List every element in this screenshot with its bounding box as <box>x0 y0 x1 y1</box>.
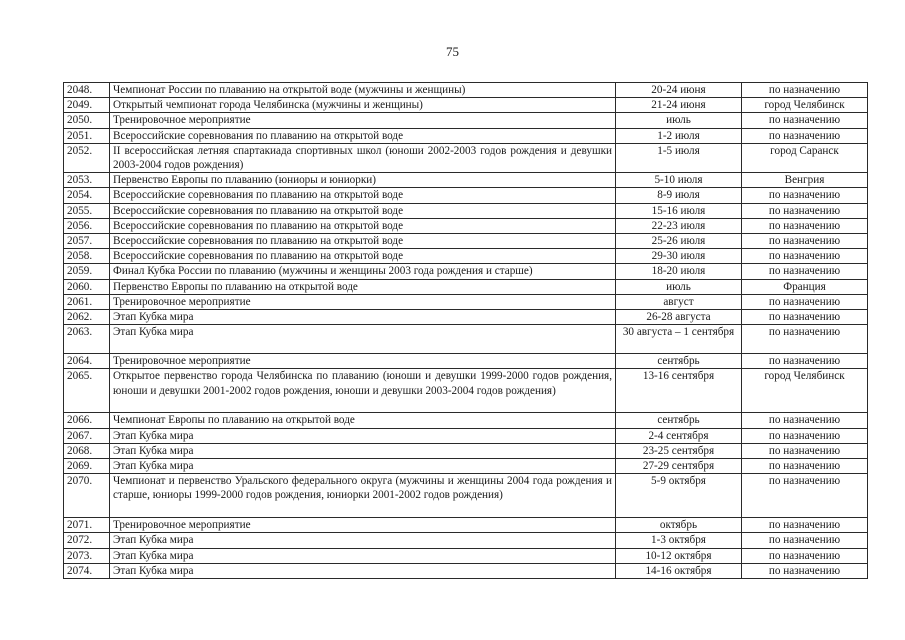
event-name: Тренировочное мероприятие <box>110 113 616 128</box>
event-place: по назначению <box>742 413 868 428</box>
row-number: 2067. <box>64 428 110 443</box>
table-row <box>64 325 868 354</box>
event-date: сентябрь <box>616 354 742 369</box>
event-date: 20-24 июня <box>616 83 742 98</box>
table-row <box>64 548 868 563</box>
event-place: по назначению <box>742 354 868 369</box>
event-place: по назначению <box>742 548 868 563</box>
table-row <box>64 218 868 233</box>
event-place: по назначению <box>742 518 868 533</box>
event-date: 13-16 сентября <box>616 369 742 413</box>
table-row <box>64 113 868 128</box>
event-name: Всероссийские соревнования по плаванию на открытой воде <box>110 203 616 218</box>
event-place: по назначению <box>742 203 868 218</box>
row-number: 2048. <box>64 83 110 98</box>
event-place: по назначению <box>742 325 868 354</box>
row-number: 2068. <box>64 443 110 458</box>
event-place: по назначению <box>742 113 868 128</box>
event-date: 23-25 сентября <box>616 443 742 458</box>
row-number: 2061. <box>64 294 110 309</box>
row-number: 2063. <box>64 325 110 354</box>
row-number: 2054. <box>64 188 110 203</box>
table-row <box>64 83 868 98</box>
event-name: Финал Кубка России по плаванию (мужчины и женщины 2003 года рождения и старше) <box>110 264 616 279</box>
event-place: по назначению <box>742 128 868 143</box>
row-number: 2059. <box>64 264 110 279</box>
row-number: 2056. <box>64 218 110 233</box>
event-date: 1-3 октября <box>616 533 742 548</box>
event-date: 25-26 июля <box>616 234 742 249</box>
event-date: 27-29 сентября <box>616 459 742 474</box>
row-number: 2073. <box>64 548 110 563</box>
event-place: по назначению <box>742 443 868 458</box>
table-row <box>64 143 868 172</box>
event-place: по назначению <box>742 83 868 98</box>
event-name: Открытое первенство города Челябинска по плаванию (юноши и девушки 1999-2000 годов рождения, юноши и девушки 2001-2002 годов рождения, юноши и девушки 2003-2004 годов рождения) <box>110 369 616 413</box>
event-place: по назначению <box>742 264 868 279</box>
event-date: 1-5 июля <box>616 143 742 172</box>
row-number: 2072. <box>64 533 110 548</box>
event-place: по назначению <box>742 234 868 249</box>
event-place: по назначению <box>742 218 868 233</box>
table-row <box>64 203 868 218</box>
event-name: Этап Кубка мира <box>110 443 616 458</box>
event-name: Открытый чемпионат города Челябинска (мужчины и женщины) <box>110 98 616 113</box>
table-row <box>64 443 868 458</box>
row-number: 2065. <box>64 369 110 413</box>
event-date: октябрь <box>616 518 742 533</box>
row-number: 2058. <box>64 249 110 264</box>
event-name: II всероссийская летняя спартакиада спортивных школ (юноши 2002-2003 годов рождения и девушки 2003-2004 годов рождения) <box>110 143 616 172</box>
event-place: Венгрия <box>742 173 868 188</box>
event-name: Всероссийские соревнования по плаванию на открытой воде <box>110 249 616 264</box>
table-row <box>64 310 868 325</box>
table-row <box>64 474 868 518</box>
event-name: Тренировочное мероприятие <box>110 518 616 533</box>
row-number: 2053. <box>64 173 110 188</box>
table-row <box>64 279 868 294</box>
event-place: город Челябинск <box>742 369 868 413</box>
event-date: 22-23 июля <box>616 218 742 233</box>
event-place: по назначению <box>742 533 868 548</box>
table-body <box>64 83 868 579</box>
table-row <box>64 518 868 533</box>
page-number: 75 <box>446 44 459 59</box>
table-row <box>64 369 868 413</box>
event-name: Чемпионат России по плаванию на открытой воде (мужчины и женщины) <box>110 83 616 98</box>
event-date: июль <box>616 113 742 128</box>
event-place: по назначению <box>742 249 868 264</box>
event-date: 8-9 июля <box>616 188 742 203</box>
event-name: Всероссийские соревнования по плаванию на открытой воде <box>110 234 616 249</box>
row-number: 2069. <box>64 459 110 474</box>
event-place: город Саранск <box>742 143 868 172</box>
event-date: июль <box>616 279 742 294</box>
event-name: Тренировочное мероприятие <box>110 354 616 369</box>
event-date: 21-24 июня <box>616 98 742 113</box>
table-row <box>64 354 868 369</box>
row-number: 2074. <box>64 563 110 578</box>
table-row <box>64 264 868 279</box>
event-date: 5-10 июля <box>616 173 742 188</box>
row-number: 2071. <box>64 518 110 533</box>
event-date: 14-16 октября <box>616 563 742 578</box>
table-row <box>64 533 868 548</box>
row-number: 2052. <box>64 143 110 172</box>
event-name: Этап Кубка мира <box>110 459 616 474</box>
table-row <box>64 428 868 443</box>
event-date: август <box>616 294 742 309</box>
event-place: по назначению <box>742 428 868 443</box>
event-name: Чемпионат Европы по плаванию на открытой воде <box>110 413 616 428</box>
row-number: 2051. <box>64 128 110 143</box>
event-name: Всероссийские соревнования по плаванию на открытой воде <box>110 188 616 203</box>
event-schedule-table <box>63 82 868 579</box>
row-number: 2066. <box>64 413 110 428</box>
event-place: по назначению <box>742 310 868 325</box>
table-row <box>64 294 868 309</box>
event-place: Франция <box>742 279 868 294</box>
event-name: Всероссийские соревнования по плаванию на открытой воде <box>110 128 616 143</box>
row-number: 2062. <box>64 310 110 325</box>
event-place: по назначению <box>742 474 868 518</box>
event-place: по назначению <box>742 294 868 309</box>
table-row <box>64 234 868 249</box>
event-name: Этап Кубка мира <box>110 548 616 563</box>
event-date: 18-20 июля <box>616 264 742 279</box>
event-name: Тренировочное мероприятие <box>110 294 616 309</box>
event-date: 1-2 июля <box>616 128 742 143</box>
event-name: Этап Кубка мира <box>110 428 616 443</box>
event-place: по назначению <box>742 563 868 578</box>
table-row <box>64 128 868 143</box>
event-name: Этап Кубка мира <box>110 310 616 325</box>
row-number: 2064. <box>64 354 110 369</box>
event-date: 10-12 октября <box>616 548 742 563</box>
row-number: 2049. <box>64 98 110 113</box>
row-number: 2060. <box>64 279 110 294</box>
event-name: Первенство Европы по плаванию на открытой воде <box>110 279 616 294</box>
table-row <box>64 413 868 428</box>
table-row <box>64 563 868 578</box>
event-date: сентябрь <box>616 413 742 428</box>
event-date: 26-28 августа <box>616 310 742 325</box>
event-name: Этап Кубка мира <box>110 325 616 354</box>
event-name: Первенство Европы по плаванию (юниоры и юниорки) <box>110 173 616 188</box>
table-row <box>64 98 868 113</box>
row-number: 2070. <box>64 474 110 518</box>
event-date: 5-9 октября <box>616 474 742 518</box>
table-row <box>64 249 868 264</box>
row-number: 2057. <box>64 234 110 249</box>
event-name: Этап Кубка мира <box>110 533 616 548</box>
event-date: 29-30 июля <box>616 249 742 264</box>
table-row <box>64 459 868 474</box>
row-number: 2050. <box>64 113 110 128</box>
event-place: город Челябинск <box>742 98 868 113</box>
event-name: Этап Кубка мира <box>110 563 616 578</box>
table-row <box>64 188 868 203</box>
event-date: 2-4 сентября <box>616 428 742 443</box>
event-date: 15-16 июля <box>616 203 742 218</box>
event-date: 30 августа – 1 сентября <box>616 325 742 354</box>
row-number: 2055. <box>64 203 110 218</box>
table-row <box>64 173 868 188</box>
event-place: по назначению <box>742 459 868 474</box>
event-name: Чемпионат и первенство Уральского федерального округа (мужчины и женщины 2004 года рождения и старше, юниоры 1999-2000 годов рождения, юниорки 2001-2002 годов рождения) <box>110 474 616 518</box>
event-name: Всероссийские соревнования по плаванию на открытой воде <box>110 218 616 233</box>
event-place: по назначению <box>742 188 868 203</box>
